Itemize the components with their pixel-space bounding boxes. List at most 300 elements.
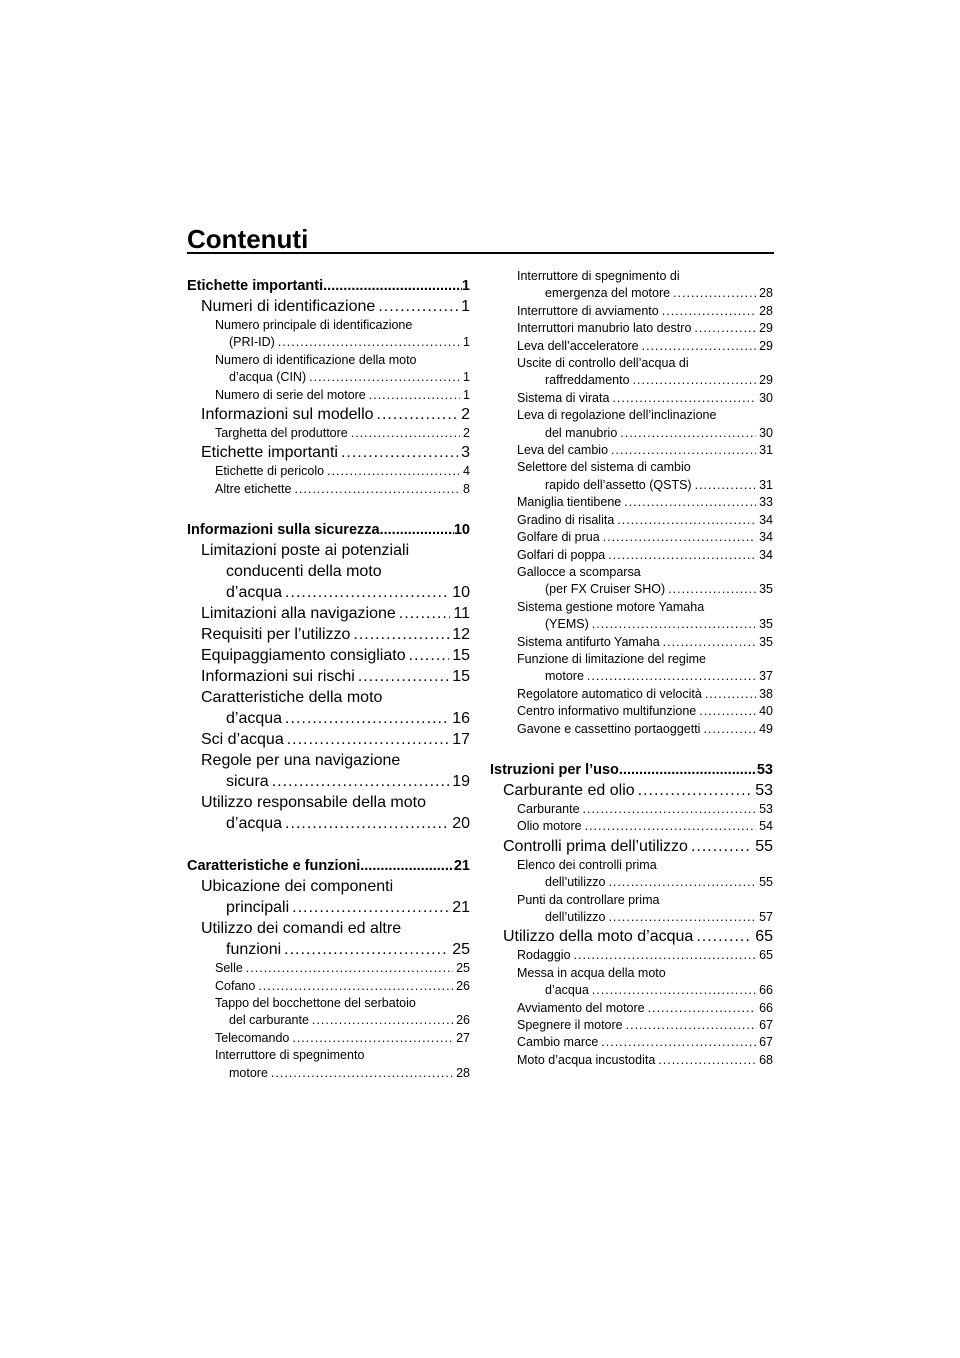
toc-entry[interactable]: [187, 1047, 470, 1082]
toc-entry-row: [201, 603, 470, 624]
toc-entry-label: Interruttore di avviamento: [517, 303, 659, 318]
toc-page-number: 34: [759, 512, 773, 527]
toc-entry-row: [517, 547, 773, 564]
toc-entry[interactable]: [490, 599, 773, 634]
dot-leader: [608, 547, 756, 564]
toc-entry-row: [517, 1000, 773, 1017]
toc-entry-label: Targhetta del produttore: [215, 426, 348, 441]
toc-entry-label: Numero di serie del motore: [215, 387, 366, 402]
toc-entry[interactable]: [187, 481, 470, 498]
toc-entry-row: [503, 780, 773, 801]
toc-entry-label: Punti da controllare prima: [517, 892, 660, 907]
toc-page-number: 49: [759, 721, 773, 736]
toc-page-number: 15: [452, 668, 470, 686]
toc-entry[interactable]: [490, 947, 773, 964]
toc-entry-row: [517, 721, 773, 738]
toc-page-number: 67: [759, 1018, 773, 1033]
toc-entry-row: [215, 1030, 470, 1047]
toc-entry[interactable]: [187, 317, 470, 352]
toc-entry[interactable]: [490, 494, 773, 511]
dot-leader: [703, 721, 756, 738]
dot-leader: [285, 813, 449, 834]
toc-entry-row: [517, 801, 773, 818]
toc-entry[interactable]: [490, 355, 773, 390]
toc-entry-row: [517, 372, 773, 389]
toc-entry-row: [215, 1012, 470, 1029]
toc-entry-label: principali: [226, 899, 290, 917]
toc-entry-label: dell’utilizzo: [545, 875, 606, 890]
toc-entry[interactable]: [187, 645, 470, 666]
toc-entry-label: motore: [545, 669, 584, 684]
dot-leader: [612, 390, 756, 407]
toc-entry-row: [517, 285, 773, 302]
toc-page-number: 1: [463, 387, 470, 402]
toc-entry[interactable]: [490, 1052, 773, 1069]
toc-entry-label: dell’utilizzo: [545, 910, 606, 924]
dot-leader: [327, 463, 460, 480]
dot-leader: [292, 1030, 453, 1047]
toc-page-number: 28: [759, 303, 773, 318]
dot-leader: [648, 1000, 756, 1017]
toc-entry[interactable]: [490, 338, 773, 355]
toc-page-number: 1: [463, 335, 470, 350]
toc-page-number: 68: [759, 1052, 773, 1067]
toc-entry-label: d’acqua: [226, 710, 283, 728]
toc-page-number: 37: [759, 669, 773, 684]
toc-page-number: 21: [452, 899, 470, 917]
toc-entry-label: funzioni: [226, 941, 282, 959]
toc-entry-label: rapido dell’assetto (QSTS): [545, 477, 692, 492]
dot-leader: [705, 686, 756, 703]
dot-leader: [624, 494, 756, 511]
dot-leader: [312, 1012, 453, 1029]
dot-leader: [695, 477, 757, 494]
toc-entry[interactable]: [490, 760, 773, 780]
toc-entry[interactable]: [187, 856, 470, 876]
toc-page-number: 11: [453, 605, 470, 623]
dot-leader: [611, 442, 756, 459]
toc-entry-row: [517, 1034, 773, 1051]
toc-entry[interactable]: [187, 520, 470, 540]
toc-page-number: 25: [452, 941, 470, 959]
toc-entry-row: [517, 909, 773, 926]
toc-page-number: 65: [759, 948, 773, 963]
toc-entry-row: [201, 729, 470, 750]
toc-entry[interactable]: [490, 268, 773, 303]
toc-page-number: 17: [452, 731, 470, 749]
toc-entry-label: d’acqua: [545, 983, 589, 998]
toc-page-number: 25: [456, 961, 470, 976]
toc-entry-label: Caratteristiche della moto: [201, 689, 383, 707]
toc-entry[interactable]: [187, 404, 470, 425]
toc-entry-label: Numero di identificazione della moto: [215, 352, 417, 367]
toc-entry-label: Etichette di pericolo: [215, 464, 325, 479]
toc-entry-label: Gallocce a scomparsa: [517, 564, 641, 579]
toc-entry-label: Tappo del bocchettone del serbatoio: [215, 996, 416, 1011]
toc-entry[interactable]: [187, 876, 470, 918]
dot-leader: [271, 1065, 453, 1082]
toc-page-number: 57: [759, 910, 773, 924]
toc-entry[interactable]: [187, 792, 470, 834]
dot-leader: [399, 603, 451, 624]
dot-leader: [592, 982, 756, 999]
toc-entry-label: conducenti della moto: [226, 563, 382, 581]
dot-leader: [662, 303, 756, 320]
toc-entry-label: d’acqua (CIN): [229, 370, 307, 385]
toc-entry-row: [201, 582, 470, 603]
toc-entry[interactable]: [187, 296, 470, 317]
toc-entry-row: [517, 818, 773, 835]
dot-leader: [353, 624, 449, 645]
toc-entry-label: (per FX Cruiser SHO): [545, 582, 666, 597]
toc-entry-label: (YEMS): [545, 617, 589, 632]
toc-entry-row: [517, 494, 773, 511]
toc-entry-row: [201, 442, 470, 463]
toc-entry-row: [517, 477, 773, 494]
toc-entry[interactable]: [187, 387, 470, 404]
toc-page-number: 35: [759, 634, 773, 649]
toc-entry-label: Regolatore automatico di velocità: [517, 686, 702, 701]
toc-entry[interactable]: [187, 463, 470, 480]
toc-entry[interactable]: [490, 721, 773, 738]
toc-entry-row: [215, 425, 470, 442]
toc-entry[interactable]: [187, 666, 470, 687]
toc-entry-label: Elenco dei controlli prima: [517, 857, 657, 872]
toc-entry-row: [517, 320, 773, 337]
toc-entry-label: emergenza del motore: [545, 286, 671, 301]
dot-leader: [258, 978, 453, 995]
toc-entry-label: Golfari di poppa: [517, 547, 606, 562]
toc-entry-label: Selle: [215, 961, 243, 976]
toc-page-number: 29: [759, 373, 773, 388]
toc-page-number: 8: [463, 481, 470, 496]
dot-leader: [608, 874, 756, 891]
toc-page-number: 27: [456, 1030, 470, 1045]
dot-leader: [619, 760, 757, 780]
toc-entry-label: Informazioni sui rischi: [201, 668, 355, 686]
toc-page-number: 29: [759, 338, 773, 353]
toc-entry-row: [201, 813, 470, 834]
toc-entry-label: Ubicazione dei componenti: [201, 878, 394, 896]
toc-entry[interactable]: [187, 687, 470, 729]
toc-entry[interactable]: [490, 529, 773, 546]
toc-entry-row: [201, 708, 470, 729]
toc-entry-label: Leva del cambio: [517, 443, 609, 458]
toc-entry-label: raffreddamento: [545, 373, 630, 388]
toc-entry-label: Cofano: [215, 978, 256, 993]
toc-entry-label: Telecomando: [215, 1030, 290, 1045]
dot-leader: [638, 780, 753, 801]
toc-entry[interactable]: [490, 634, 773, 651]
toc-entry[interactable]: [490, 442, 773, 459]
toc-entry[interactable]: [187, 729, 470, 750]
toc-entry[interactable]: [490, 892, 773, 927]
toc-page-number: 1: [463, 370, 470, 385]
toc-entry-row: [517, 442, 773, 459]
toc-entry[interactable]: [187, 995, 470, 1030]
toc-page-number: 31: [759, 477, 773, 492]
toc-entry-label: Sistema antifurto Yamaha: [517, 634, 660, 649]
toc-entry-label: Controlli prima dell’utilizzo: [503, 837, 688, 855]
toc-page-number: 15: [452, 647, 470, 665]
dot-leader: [351, 425, 460, 442]
toc-entry[interactable]: [490, 564, 773, 599]
dot-leader: [633, 372, 757, 389]
toc-entry-row: [517, 425, 773, 442]
toc-page-number: 19: [452, 773, 470, 791]
dot-leader: [668, 581, 756, 598]
toc-entry[interactable]: [490, 965, 773, 1000]
toc-page-number: 31: [759, 443, 773, 458]
toc-entry-row: [517, 390, 773, 407]
toc-entry-row: [201, 645, 470, 666]
toc-page-number: 67: [759, 1035, 773, 1050]
dot-leader: [617, 512, 756, 529]
dot-leader: [358, 666, 449, 687]
toc-page-number: 10: [452, 584, 470, 602]
toc-entry-label: Carburante ed olio: [503, 781, 635, 799]
toc-entry[interactable]: [187, 960, 470, 977]
toc-entry-row: [517, 1017, 773, 1034]
toc-entry-label: Istruzioni per l’uso: [490, 761, 619, 778]
toc-page-number: 20: [452, 815, 470, 833]
toc-page-number: 55: [755, 837, 773, 855]
toc-page-number: 66: [759, 1000, 773, 1015]
toc-entry[interactable]: [187, 978, 470, 995]
dot-leader: [285, 708, 449, 729]
toc-entry-row: [215, 369, 470, 386]
dot-leader: [246, 960, 453, 977]
toc-entry-row: [517, 303, 773, 320]
toc-page-number: 35: [759, 617, 773, 632]
toc-entry[interactable]: [187, 276, 470, 296]
toc-entry[interactable]: [187, 750, 470, 792]
toc-entry-label: Messa in acqua della moto: [517, 965, 666, 980]
dot-leader: [583, 801, 757, 818]
toc-entry[interactable]: [187, 1030, 470, 1047]
toc-entry[interactable]: [490, 703, 773, 720]
dot-leader: [377, 404, 459, 425]
dot-leader: [284, 939, 449, 960]
toc-page-number: 28: [759, 286, 773, 301]
toc-entry-label: Utilizzo dei comandi ed altre: [201, 920, 402, 938]
toc-entry[interactable]: [490, 818, 773, 835]
toc-page-number: 10: [453, 522, 470, 539]
toc-entry-label: Regole per una navigazione: [201, 752, 401, 770]
dot-leader: [603, 529, 756, 546]
toc-entry[interactable]: [187, 624, 470, 645]
toc-page-number: 53: [755, 781, 773, 799]
toc-entry-label: Gradino di risalita: [517, 512, 615, 527]
toc-entry-label: Olio motore: [517, 819, 582, 834]
toc-entry-label: d’acqua: [226, 815, 283, 833]
toc-entry-label: Requisiti per l’utilizzo: [201, 626, 351, 644]
dot-leader: [696, 926, 752, 947]
toc-entry-label: sicura: [226, 773, 269, 791]
toc-entry-label: Avviamento del motore: [517, 1000, 645, 1015]
dot-leader: [285, 582, 449, 603]
toc-entry-row: [517, 686, 773, 703]
dot-leader: [380, 520, 454, 540]
toc-entry-row: [517, 581, 773, 598]
toc-page-number: 28: [456, 1065, 470, 1080]
toc-entry[interactable]: [490, 926, 773, 947]
toc-entry-label: Uscite di controllo dell’acqua di: [517, 356, 689, 371]
toc-entry[interactable]: [490, 651, 773, 686]
toc-entry-label: Maniglia tientibene: [517, 495, 622, 510]
dot-leader: [691, 836, 752, 857]
toc-page-number: 66: [759, 983, 773, 998]
toc-entry[interactable]: [490, 459, 773, 494]
toc-entry[interactable]: [187, 918, 470, 960]
toc-entry-row: [201, 296, 470, 317]
toc-page-number: 1: [461, 278, 470, 294]
toc-page-number: 3: [461, 444, 470, 462]
toc-entry[interactable]: [490, 1034, 773, 1051]
toc-page-number: 53: [756, 761, 773, 778]
toc-entry[interactable]: [490, 780, 773, 801]
toc-entry-label: Funzione di limitazione del regime: [517, 651, 706, 666]
toc-entry-row: [215, 1065, 470, 1082]
toc-entry-label: Numeri di identificazione: [201, 298, 376, 315]
toc-entry-row: [503, 836, 773, 857]
toc-page-number: 12: [452, 626, 470, 644]
toc-entry-row: [517, 338, 773, 355]
toc-entry-row: [490, 760, 773, 780]
toc-entry-label: Carburante: [517, 801, 580, 816]
toc-entry[interactable]: [490, 801, 773, 818]
dot-leader: [587, 668, 756, 685]
toc-page-number: 54: [759, 819, 773, 834]
toc-entry-row: [187, 520, 470, 540]
toc-entry[interactable]: [490, 836, 773, 857]
toc-entry-label: Leva di regolazione dell’inclinazione: [517, 408, 717, 423]
toc-entry-label: Utilizzo responsabile della moto: [201, 794, 426, 812]
toc-entry-label: del carburante: [229, 1013, 309, 1028]
toc-entry-row: [517, 874, 773, 891]
toc-page-number: 65: [755, 928, 773, 946]
toc-entry[interactable]: [490, 857, 773, 892]
toc-entry[interactable]: [187, 442, 470, 463]
toc-entry-label: Interruttori manubrio lato destro: [517, 321, 692, 336]
toc-entry-label: motore: [229, 1065, 268, 1080]
dot-leader: [663, 634, 756, 651]
toc-entry-label: Moto d’acqua incustodita: [517, 1052, 656, 1067]
toc-entry-label: Limitazioni poste ai potenziali: [201, 542, 410, 560]
toc-entry-row: [201, 666, 470, 687]
toc-entry-label: Altre etichette: [215, 481, 292, 496]
toc-entry-row: [201, 624, 470, 645]
dot-leader: [369, 387, 460, 404]
toc-column-right: [490, 268, 773, 1069]
dot-leader: [272, 771, 450, 792]
toc-entry-row: [517, 947, 773, 964]
toc-entry-row: [215, 334, 470, 351]
toc-entry[interactable]: [187, 352, 470, 387]
toc-entry-row: [215, 481, 470, 498]
toc-entry-label: Golfare di prua: [517, 530, 600, 545]
dot-leader: [601, 1034, 756, 1051]
toc-entry-label: Rodaggio: [517, 948, 571, 963]
toc-page-number: 26: [456, 1013, 470, 1028]
toc-entry-label: Informazioni sulla sicurezza: [187, 522, 380, 539]
toc-entry-label: Etichette importanti: [187, 278, 324, 294]
toc-page-number: 55: [759, 875, 773, 890]
toc-page-number: 33: [759, 495, 773, 510]
toc-entry-row: [215, 463, 470, 480]
toc-page-number: 38: [759, 686, 773, 701]
toc-entry-row: [517, 703, 773, 720]
toc-entry-row: [201, 771, 470, 792]
toc-entry-row: [517, 634, 773, 651]
toc-entry-label: Etichette importanti: [201, 444, 338, 462]
toc-entry-label: Numero principale di identificazione: [215, 318, 413, 332]
dot-leader: [673, 285, 756, 302]
toc-entry-label: d’acqua: [226, 584, 283, 602]
dot-leader: [278, 334, 460, 351]
dot-leader: [642, 338, 756, 355]
toc-entry[interactable]: [187, 540, 470, 603]
toc-entry-row: [187, 276, 470, 296]
dot-leader: [294, 481, 460, 498]
toc-entry-row: [201, 897, 470, 918]
toc-entry-label: Selettore del sistema di cambio: [517, 460, 691, 475]
toc-entry-row: [187, 856, 470, 876]
toc-page-number: 35: [759, 582, 773, 597]
page-title: Contenuti: [187, 224, 309, 254]
toc-page-number: 2: [461, 406, 470, 424]
dot-leader: [574, 947, 757, 964]
toc-entry[interactable]: [490, 686, 773, 703]
toc-page-number: 29: [759, 321, 773, 336]
title-divider: [187, 252, 774, 254]
toc-entry-label: del manubrio: [545, 425, 618, 440]
toc-page-number: 26: [456, 978, 470, 993]
toc-entry-label: Limitazioni alla navigazione: [201, 605, 396, 623]
toc-entry-label: Interruttore di spegnimento di: [517, 269, 680, 283]
toc-entry-row: [517, 512, 773, 529]
toc-entry[interactable]: [490, 320, 773, 337]
toc-entry[interactable]: [490, 1000, 773, 1017]
toc-page-number: 21: [453, 858, 470, 875]
toc-page-number: 53: [759, 801, 773, 816]
toc-entry-label: Sistema gestione motore Yamaha: [517, 599, 705, 614]
toc-entry-label: Sci d’acqua: [201, 731, 284, 749]
toc-page-number: 1: [461, 298, 470, 315]
dot-leader: [620, 425, 756, 442]
toc-entry[interactable]: [490, 1017, 773, 1034]
toc-entry-row: [215, 978, 470, 995]
toc-entry-row: [517, 668, 773, 685]
toc-entry-label: (PRI-ID): [229, 335, 275, 350]
toc-entry[interactable]: [490, 547, 773, 564]
toc-entry[interactable]: [187, 425, 470, 442]
toc-entry[interactable]: [490, 390, 773, 407]
dot-leader: [323, 276, 462, 296]
toc-entry-label: Cambio marce: [517, 1035, 599, 1050]
dot-leader: [287, 729, 449, 750]
dot-leader: [626, 1017, 756, 1034]
toc-entry[interactable]: [187, 603, 470, 624]
toc-entry[interactable]: [490, 407, 773, 442]
dot-leader: [292, 897, 449, 918]
toc-entry[interactable]: [490, 512, 773, 529]
toc-entry-label: Centro informativo multifunzione: [517, 704, 697, 719]
dot-leader: [585, 818, 756, 835]
toc-column-left: [187, 276, 470, 1082]
toc-entry-label: Interruttore di spegnimento: [215, 1048, 365, 1063]
toc-entry[interactable]: [490, 303, 773, 320]
